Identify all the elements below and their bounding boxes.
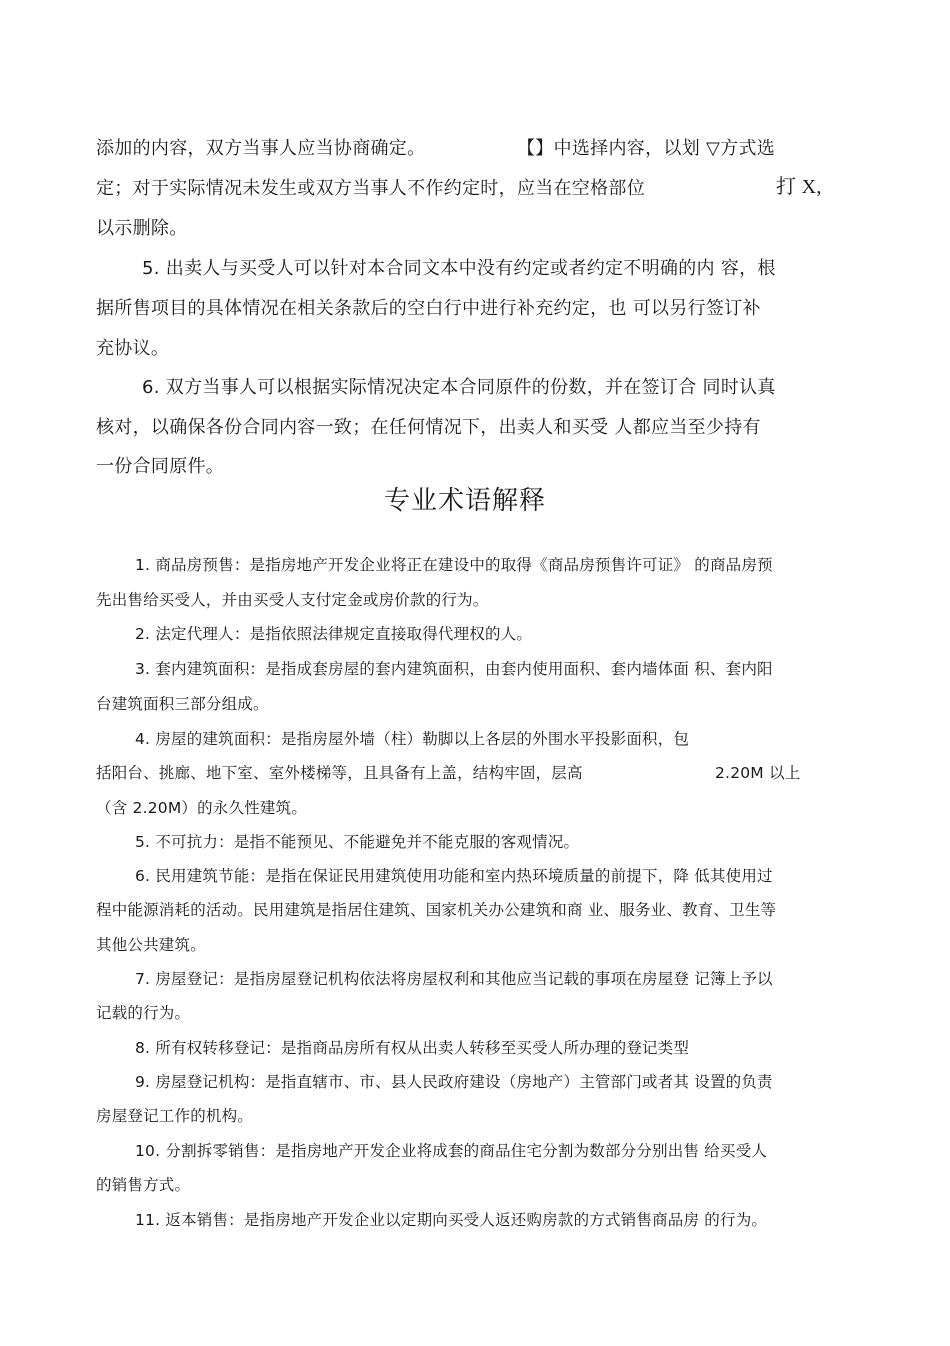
item6-line-3: 一份合同原件。	[96, 456, 225, 477]
term-9-line-2: 房屋登记工作的机构。	[96, 1107, 254, 1125]
item5-line-1: 5. 出卖人与买受人可以针对本合同文本中没有约定或者约定不明确的内 容，根	[142, 258, 776, 279]
term-3-line-1: 3. 套内建筑面积：是指成套房屋的套内建筑面积，由套内使用面积、套内墙体面 积、套内阳	[135, 660, 773, 678]
term-11-line-1: 11. 返本销售：是指房地产开发企业以定期向买受人返还购房款的方式销售商品房 的行为。	[135, 1211, 768, 1229]
term-6-line-3: 其他公共建筑。	[96, 936, 206, 954]
term-3-line-2: 台建筑面积三部分组成。	[96, 695, 269, 713]
item5-line-2: 据所售项目的具体情况在相关条款后的空白行中进行补充约定，也 可以另行签订补	[96, 298, 761, 319]
intro-line-1	[96, 137, 425, 161]
term-1-line-1: 1. 商品房预售：是指房地产开发企业将正在建设中的取得《商品房预售许可证》 的商品房预	[135, 556, 773, 574]
term-7-line-1: 7. 房屋登记：是指房屋登记机构依法将房屋权利和其他应当记载的事项在房屋登 记簿上予以	[135, 970, 773, 988]
term-10-line-2: 的销售方式。	[96, 1176, 191, 1194]
term-2-line-1: 2. 法定代理人：是指依照法律规定直接取得代理权的人。	[135, 625, 533, 643]
term-7-line-2: 记载的行为。	[96, 1004, 191, 1022]
term-9-line-1: 9. 房屋登记机构：是指直辖市、市、县人民政府建设（房地产）主管部门或者其 设置的负责	[135, 1073, 773, 1091]
item6-line-1: 6. 双方当事人可以根据实际情况决定本合同原件的份数，并在签订合 同时认真	[142, 377, 776, 398]
term-4-line-2-height: 2.20M 以上	[715, 764, 801, 782]
item6-line-2: 核对，以确保各份合同内容一致；在任何情况下，出卖人和买受 人都应当至少持有	[96, 417, 761, 438]
term-4-line-1: 4. 房屋的建筑面积：是指房屋外墙（柱）勒脚以上各层的外围水平投影面积，包	[135, 730, 690, 748]
term-1-line-2: 先出售给买受人，并由买受人支付定金或房价款的行为。	[96, 591, 489, 609]
term-4-line-3: （含 2.20M）的永久性建筑。	[96, 799, 308, 817]
section-title: 专业术语解释	[383, 486, 546, 516]
intro-line-2: 定；对于实际情况未发生或双方当事人不作约定时，应当在空格部位	[96, 178, 645, 199]
term-10-line-1: 10. 分割拆零销售：是指房地产开发企业将成套的商品住宅分割为数部分分别出售 给买受人	[135, 1142, 768, 1160]
term-8-line-1: 8. 所有权转移登记：是指商品房所有权从出卖人转移至买受人所办理的登记类型	[135, 1039, 690, 1057]
term-6-line-1: 6. 民用建筑节能：是指在保证民用建筑使用功能和室内热环境质量的前提下，降 低其使用过	[135, 867, 773, 885]
intro-line-1-b: 【】中选择内容，以划 ▽方式选	[517, 138, 776, 159]
intro-line-1-a: 添加的内容，双方当事人应当协商确定。	[96, 138, 426, 159]
term-5-line-1: 5. 不可抗力：是指不能预见、不能避免并不能克服的客观情况。	[135, 833, 580, 851]
intro-line-3: 以示删除。	[96, 218, 188, 239]
term-6-line-2: 程中能源消耗的活动。民用建筑是指居住建筑、国家机关办公建筑和商 业、服务业、教育、卫生等	[96, 901, 777, 919]
term-4-line-2: 括阳台、挑廊、地下室、室外楼梯等，且具备有上盖，结构牢固，层高	[96, 764, 583, 782]
item5-line-3: 充协议。	[96, 338, 170, 359]
intro-line-2-mark: 打 X,	[776, 176, 822, 198]
